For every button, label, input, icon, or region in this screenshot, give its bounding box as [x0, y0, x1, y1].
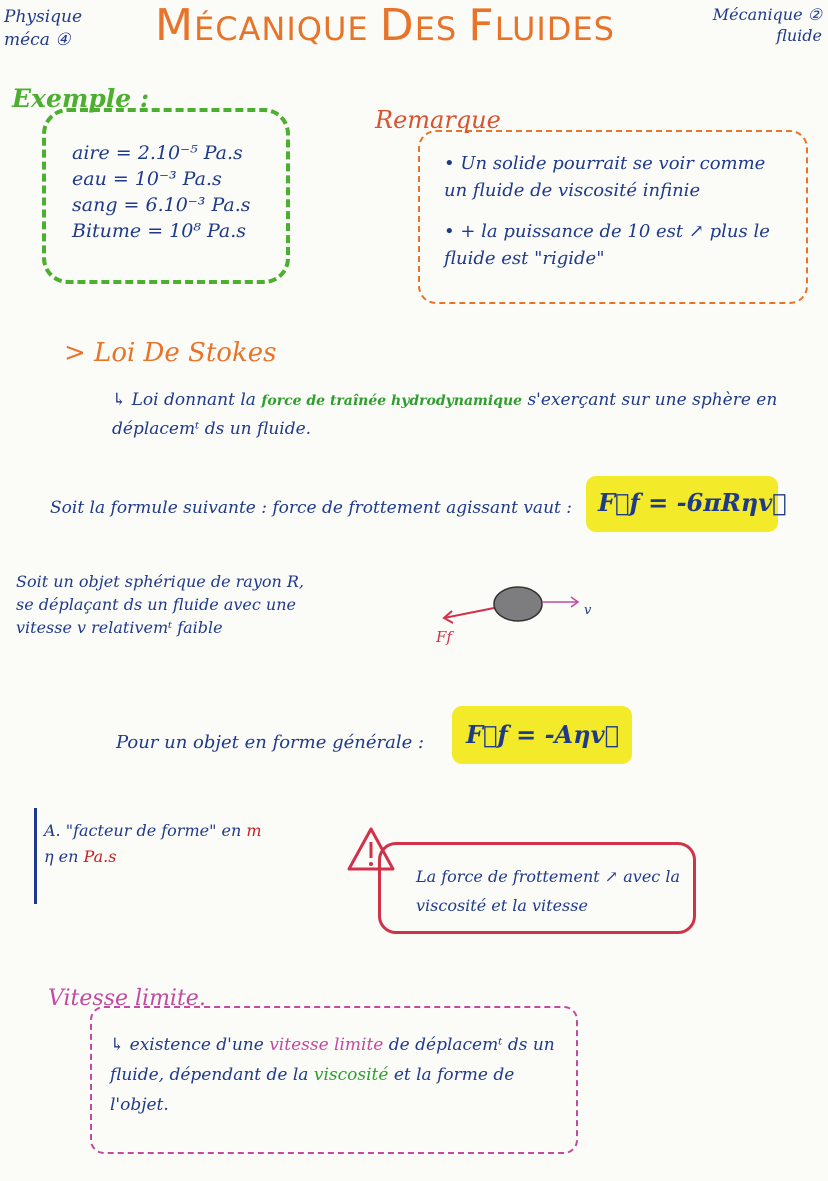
remark-point: • Un solide pourrait se voir comme un fluide de viscosité infinie: [444, 153, 766, 201]
tv-part: de déplacemᵗ ds un fluide, dépendant de la: [110, 1035, 555, 1085]
formula2-expression: F⃗f = -Aηv⃗: [466, 720, 619, 749]
sphere-line: vitesse v relativemᵗ faible: [16, 618, 223, 637]
chapter-line1: Mécanique ②: [712, 5, 822, 24]
factor-a-text: A. "facteur de forme" en: [44, 821, 247, 840]
title-part: M: [155, 0, 194, 51]
formula2-label: Pour un objet en forme générale :: [116, 732, 425, 753]
title-part: LUIDES: [494, 10, 615, 48]
formula1-label: Soit la formule suivante : force de frottement agissant vaut :: [50, 498, 572, 518]
subject-label: [4, 6, 82, 52]
example-item: Bitume = 10⁸ Pa.s: [72, 220, 247, 242]
velocity-label: v: [584, 603, 592, 618]
formula1-expression: F⃗f = -6πRηv⃗: [598, 488, 787, 517]
friction-label: Ff: [436, 628, 452, 646]
subject-line2: méca ④: [4, 30, 71, 50]
example-item: aire = 2.10⁻⁵ Pa.s: [72, 142, 243, 164]
factors-bar: [34, 808, 37, 904]
remark-title: Remarque: [375, 106, 501, 134]
sphere-description: [16, 570, 304, 639]
terminal-velocity-text: [110, 1030, 560, 1120]
chapter-line2: fluide: [776, 26, 822, 45]
title-part: ÉCANIQUE: [193, 10, 380, 48]
sphere-line: se déplaçant ds un fluide avec une: [16, 595, 296, 614]
tv-part: et la forme de l'objet.: [110, 1065, 515, 1115]
factor-eta-text: η en: [44, 847, 84, 866]
sphere-line: Soit un objet sphérique de rayon R,: [16, 572, 305, 591]
example-title: Exemple :: [12, 84, 150, 113]
tv-highlight: viscosité: [313, 1065, 389, 1085]
subject-line1: Physique: [4, 7, 83, 27]
remark-text: [444, 150, 794, 272]
factor-eta: [44, 844, 262, 870]
title-part: F: [468, 0, 495, 51]
stokes-desc-part: ↳ Loi donnant la: [112, 390, 262, 410]
stokes-description: [112, 386, 812, 443]
example-item: sang = 6.10⁻³ Pa.s: [72, 194, 251, 216]
factor-a: [44, 818, 262, 844]
factor-a-unit: m: [246, 821, 262, 840]
remark-point: • + la puissance de 10 est ↗ plus le fluide est "rigide": [444, 221, 770, 269]
factors-list: [44, 818, 262, 870]
warning-text: La force de frottement ↗ avec la viscosité et la vitesse: [416, 867, 680, 915]
friction-arrow: [444, 608, 494, 618]
chapter-label: [713, 4, 822, 46]
tv-highlight: vitesse limite: [269, 1035, 384, 1055]
stokes-desc-part: s'exerçant sur une sphère en déplacemᵗ ds un fluide.: [112, 390, 778, 439]
page-title: [155, 0, 615, 51]
stokes-desc-highlight: force de traînée hydrodynamique: [261, 393, 523, 409]
tv-part: ↳ existence d'une: [110, 1035, 270, 1055]
sphere-diagram: [436, 580, 606, 660]
title-part: ES: [414, 10, 469, 48]
example-item: eau = 10⁻³ Pa.s: [72, 168, 222, 190]
section-title-stokes: > Loi De Stokes: [64, 338, 277, 368]
sphere-icon: [494, 587, 542, 621]
title-part: D: [379, 0, 415, 51]
factor-eta-unit: Pa.s: [83, 847, 117, 866]
section-title-terminal-velocity: Vitesse limite.: [48, 986, 206, 1011]
example-list: [72, 140, 251, 244]
